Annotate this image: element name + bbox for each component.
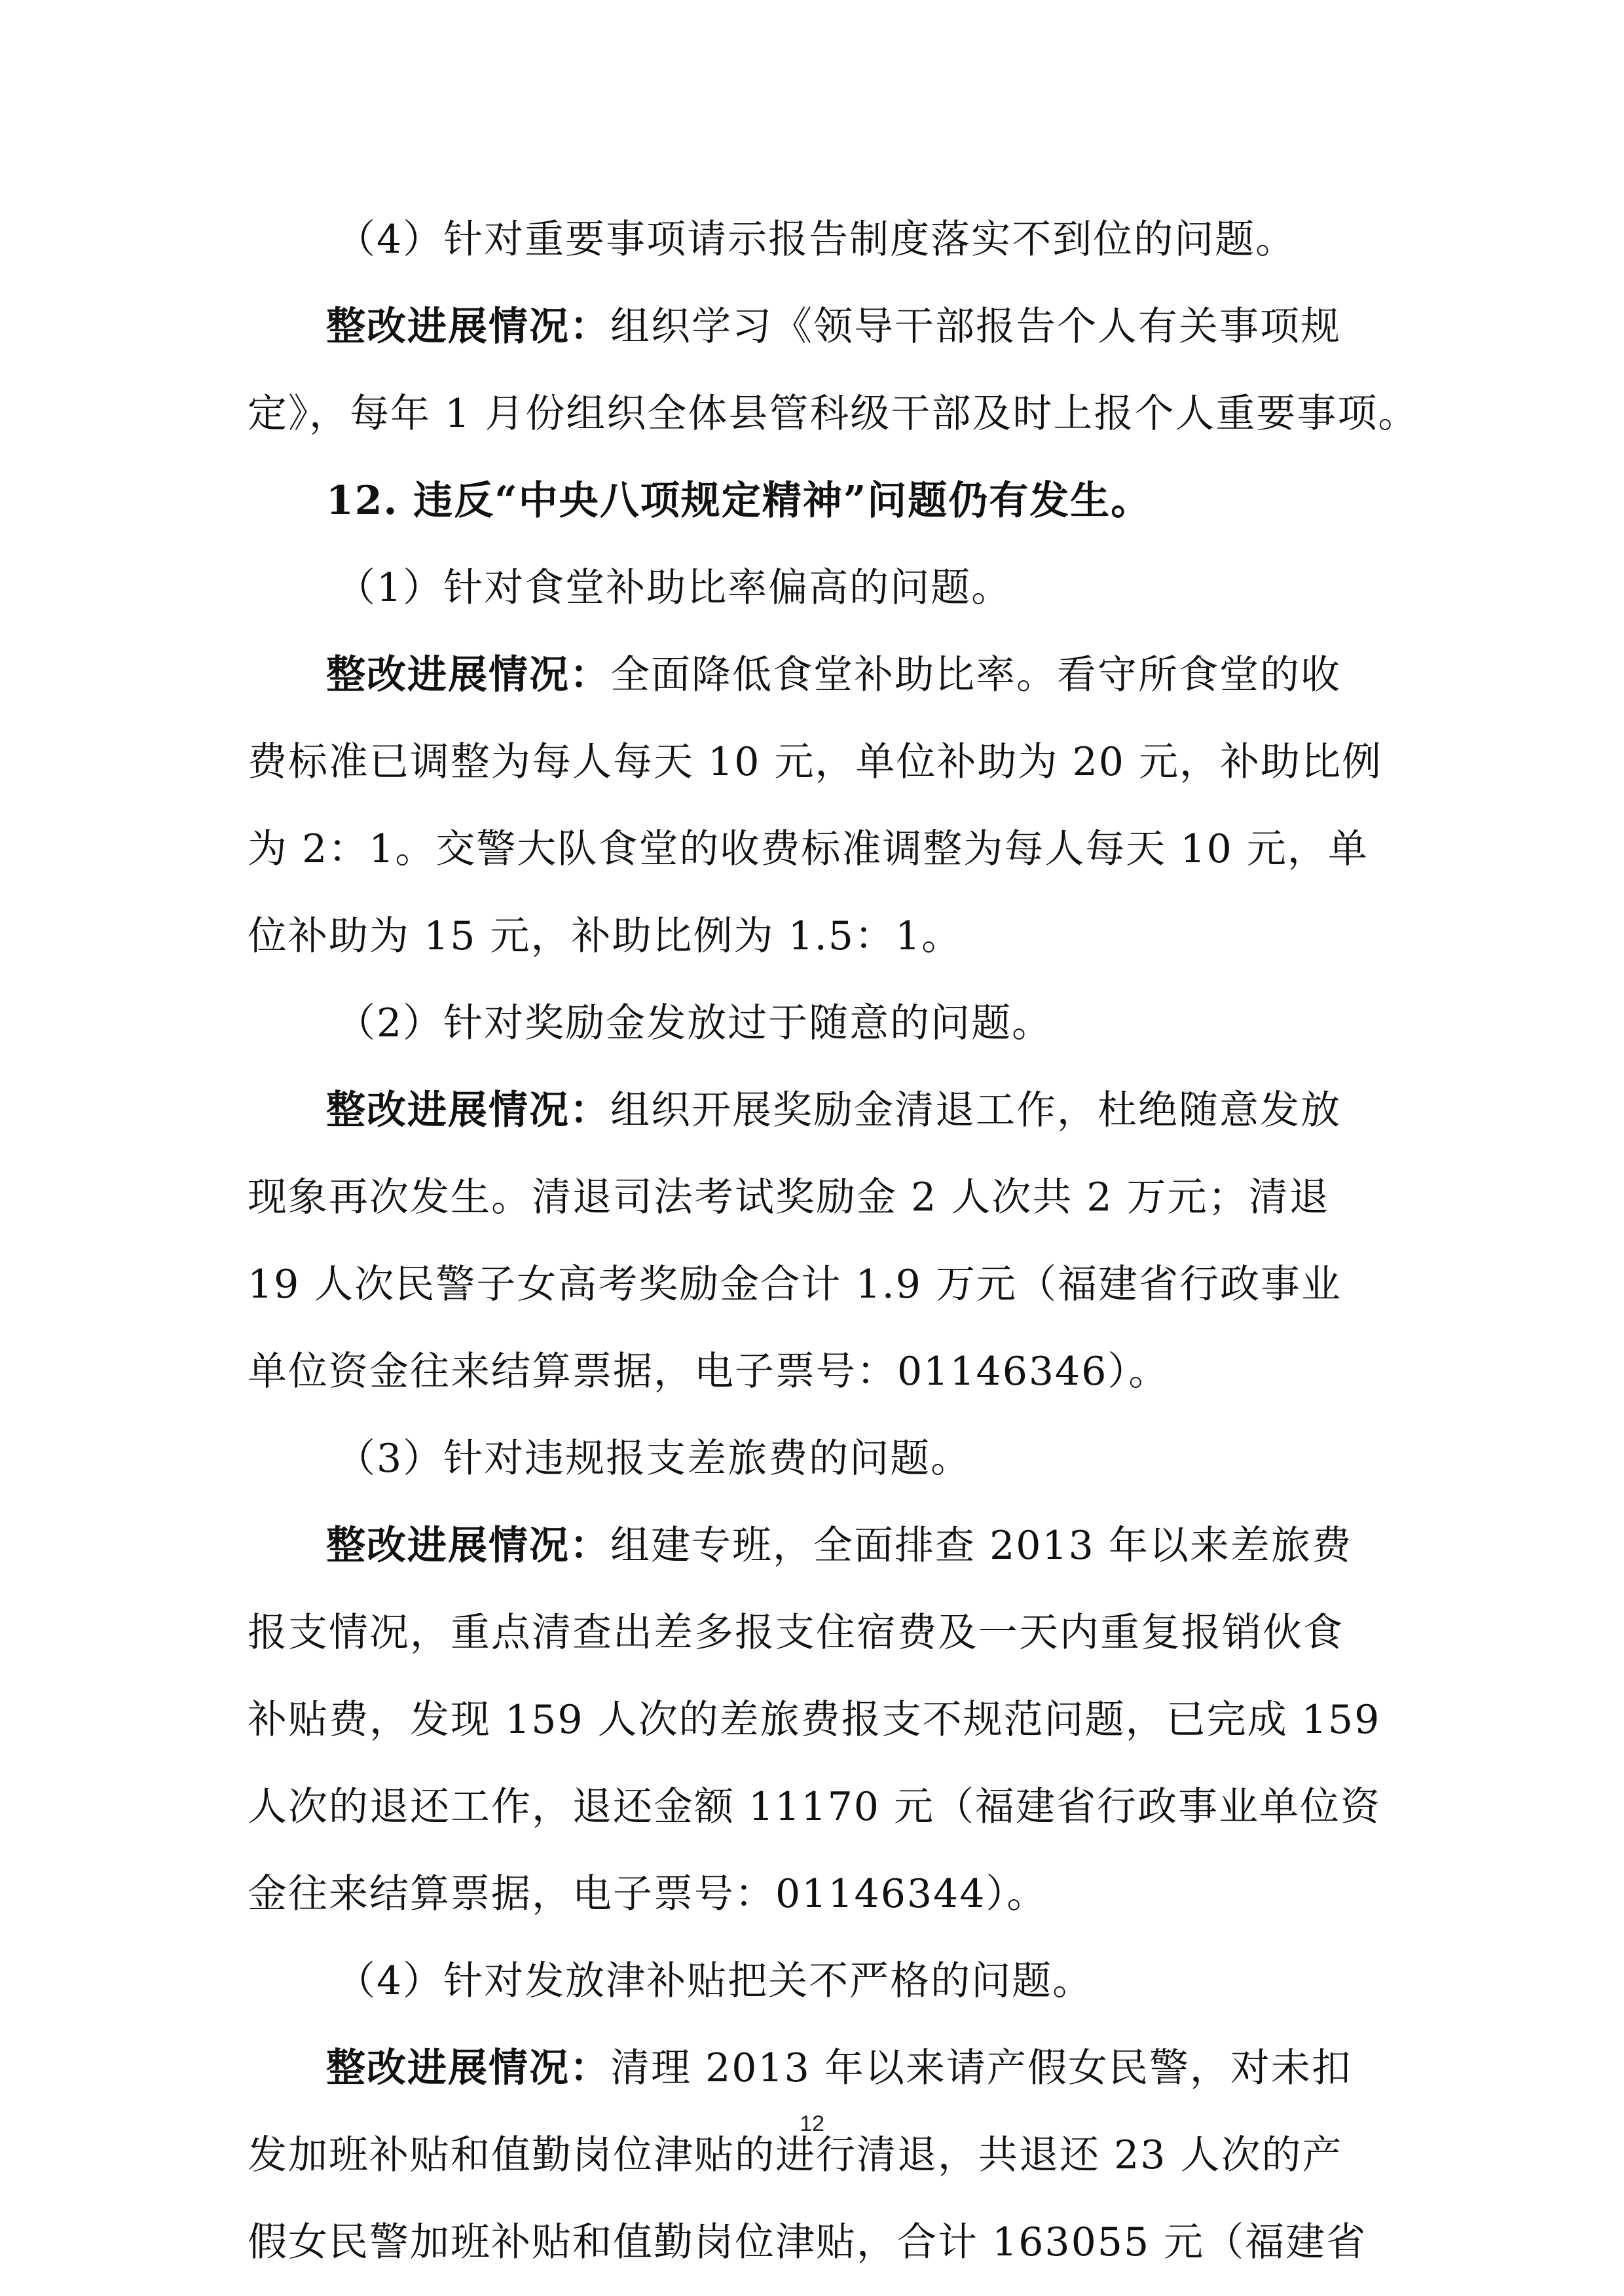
line-text: 位补助为 15 元，补助比例为 1.5：1。 bbox=[248, 913, 963, 959]
text-line bbox=[248, 1415, 1400, 1503]
line-text: （3）针对违规报支差旅费的问题。 bbox=[336, 1436, 972, 1482]
line-text: （2）针对奖励金发放过于随意的问题。 bbox=[336, 1000, 1053, 1046]
line-text: 补贴费，发现 159 人次的差旅费报支不规范问题，已完成 159 bbox=[248, 1697, 1381, 1743]
bold-heading: 整改进展情况： bbox=[326, 304, 610, 350]
line-text: （4）针对重要事项请示报告制度落实不到位的问题。 bbox=[336, 217, 1297, 263]
text-line bbox=[248, 1764, 1400, 1851]
line-text: 19 人次民警子女高考奖励金合计 1.9 万元（福建省行政事业 bbox=[248, 1262, 1342, 1307]
text-line bbox=[248, 196, 1400, 283]
text-line bbox=[248, 2199, 1400, 2286]
bold-heading: 整改进展情况： bbox=[326, 1523, 610, 1569]
document-body bbox=[248, 196, 1419, 2286]
text-line bbox=[248, 1067, 1400, 1154]
line-text: 金往来结算票据，电子票号：01146344）。 bbox=[248, 1871, 1048, 1917]
bold-heading: 整改进展情况： bbox=[326, 2045, 610, 2091]
line-text: 假女民警加班补贴和值勤岗位津贴，合计 163055 元（福建省 bbox=[248, 2219, 1367, 2265]
line-text: 组织学习《领导干部报告个人有关事项规 bbox=[610, 304, 1341, 350]
text-line bbox=[248, 283, 1400, 371]
bold-heading: 12. 违反“中央八项规定精神”问题仍有发生。 bbox=[326, 478, 1152, 524]
line-text: 组建专班，全面排查 2013 年以来差旅费 bbox=[610, 1523, 1352, 1569]
text-line bbox=[248, 1938, 1400, 2025]
text-line bbox=[248, 545, 1400, 632]
bold-heading: 整改进展情况： bbox=[326, 1087, 610, 1133]
line-text: 费标准已调整为每人每天 10 元，单位补助为 20 元，补助比例 bbox=[248, 739, 1382, 785]
text-line bbox=[248, 1677, 1400, 1764]
text-line bbox=[248, 2025, 1400, 2112]
line-text: 发加班补贴和值勤岗位津贴的进行清退，共退还 23 人次的产 bbox=[248, 2132, 1343, 2178]
line-text: 为 2：1。交警大队食堂的收费标准调整为每人每天 10 元，单 bbox=[248, 826, 1369, 872]
line-text: 报支情况，重点清查出差多报支住宿费及一天内重复报销伙食 bbox=[248, 1610, 1344, 1656]
text-line bbox=[248, 980, 1400, 1067]
line-text: 组织开展奖励金清退工作，杜绝随意发放 bbox=[610, 1087, 1341, 1133]
text-line bbox=[248, 1503, 1400, 1590]
text-line bbox=[248, 719, 1400, 806]
text-line bbox=[248, 1154, 1400, 1241]
text-line bbox=[248, 458, 1400, 545]
bold-heading: 整改进展情况： bbox=[326, 652, 610, 698]
line-text: （4）针对发放津补贴把关不严格的问题。 bbox=[336, 1958, 1094, 2004]
line-text: （1）针对食堂补助比率偏高的问题。 bbox=[336, 565, 1012, 611]
line-text: 定》，每年 1 月份组织全体县管科级干部及时上报个人重要事项。 bbox=[248, 391, 1419, 437]
text-line bbox=[248, 806, 1400, 893]
text-line bbox=[248, 1590, 1400, 1677]
text-line bbox=[248, 371, 1419, 458]
text-line bbox=[248, 1241, 1400, 1328]
text-line bbox=[248, 632, 1400, 719]
line-text: 清理 2013 年以来请产假女民警，对未扣 bbox=[610, 2045, 1352, 2091]
text-line bbox=[248, 1851, 1400, 1938]
page-number: 12 bbox=[800, 2111, 824, 2136]
text-line bbox=[248, 1328, 1400, 1415]
line-text: 现象再次发生。清退司法考试奖励金 2 人次共 2 万元；清退 bbox=[248, 1175, 1330, 1220]
line-text: 单位资金往来结算票据，电子票号：01146346）。 bbox=[248, 1349, 1170, 1394]
line-text: 人次的退还工作，退还金额 11170 元（福建省行政事业单位资 bbox=[248, 1784, 1382, 1830]
line-text: 全面降低食堂补助比率。看守所食堂的收 bbox=[610, 652, 1341, 698]
text-line bbox=[248, 893, 1400, 980]
